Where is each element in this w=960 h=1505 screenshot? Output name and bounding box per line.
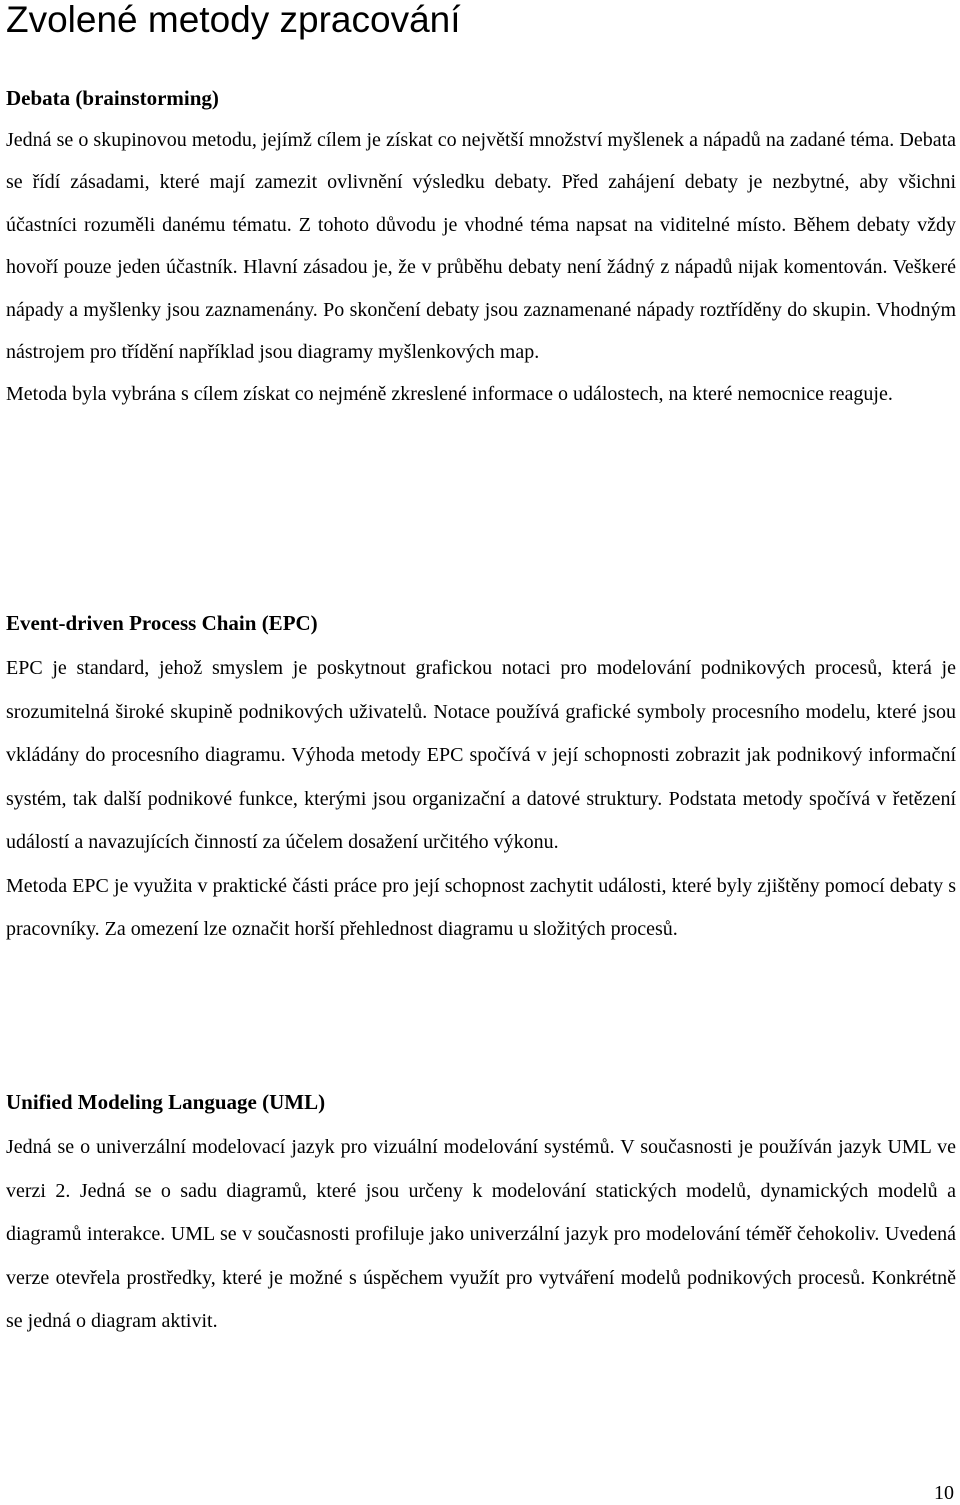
paragraph: Metoda EPC je využita v praktické části práce pro její schopnost zachytit události, které byly zjištěny pomocí debaty s pracovníky. Za omezení lze označit horší přehlednost diagramu u složitých procesů. (6, 874, 956, 940)
section-heading: Unified Modeling Language (UML) (6, 1090, 326, 1114)
section-heading: Debata (brainstorming) (6, 86, 219, 110)
page-title: Zvolené metody zpracování (6, 0, 461, 40)
section-uml (6, 1090, 956, 1344)
paragraph: Jedná se o skupinovou metodu, jejímž cílem je získat co největší množství myšlenek a nápadů na zadané téma. Debata se řídí zásadami, které mají zamezit ovlivnění výsledku debaty. Před zahájení debaty je nezbytné, aby všichni účastníci rozuměli danému tématu. Z tohoto důvodu je vhodné téma napsat na viditelné místo. Během debaty vždy hovoří pouze jeden účastník. Hlavní zásadou je, že v průběhu debaty není žádný z nápadů nijak komentován. Veškeré nápady a myšlenky jsou zaznamenány. Po skončení debaty jsou zaznamenané nápady roztříděny do skupin. Vhodným nástrojem pro třídění například jsou diagramy myšlenkových map. (6, 129, 956, 364)
section-brainstorming (6, 86, 956, 416)
paragraph: Metoda byla vybrána s cílem získat co nejméně zkreslené informace o událostech, na které nemocnice reaguje. (6, 383, 893, 406)
page-number: 10 (934, 1482, 954, 1504)
section-heading: Event-driven Process Chain (EPC) (6, 611, 318, 635)
paragraph: Jedná se o univerzální modelovací jazyk pro vizuální modelování systémů. V současnosti je používán jazyk UML ve verzi 2. Jedná se o sadu diagramů, které jsou určeny k modelování statických modelů, dynamických modelů a diagramů interakce. UML se v současnosti profiluje jako univerzální jazyk pro modelování téměř čehokoliv. Uvedená verze otevřela prostředky, které je možné s úspěchem využít pro vytváření modelů podnikových procesů. Konkrétně se jedná o diagram aktivit. (6, 1136, 956, 1332)
paragraph: EPC je standard, jehož smyslem je poskytnout grafickou notaci pro modelování podnikových procesů, která je srozumitelná široké skupině podnikových uživatelů. Notace používá grafické symboly procesního modelu, které jsou vkládány do procesního diagramu. Výhoda metody EPC spočívá v její schopnosti zobrazit jak podnikový informační systém, tak další podnikové funkce, kterými jsou organizační a datové struktury. Podstata metody spočívá v řetězení událostí a navazujících činností za účelem dosažení určitého výkonu. (6, 657, 956, 853)
section-epc (6, 611, 956, 952)
